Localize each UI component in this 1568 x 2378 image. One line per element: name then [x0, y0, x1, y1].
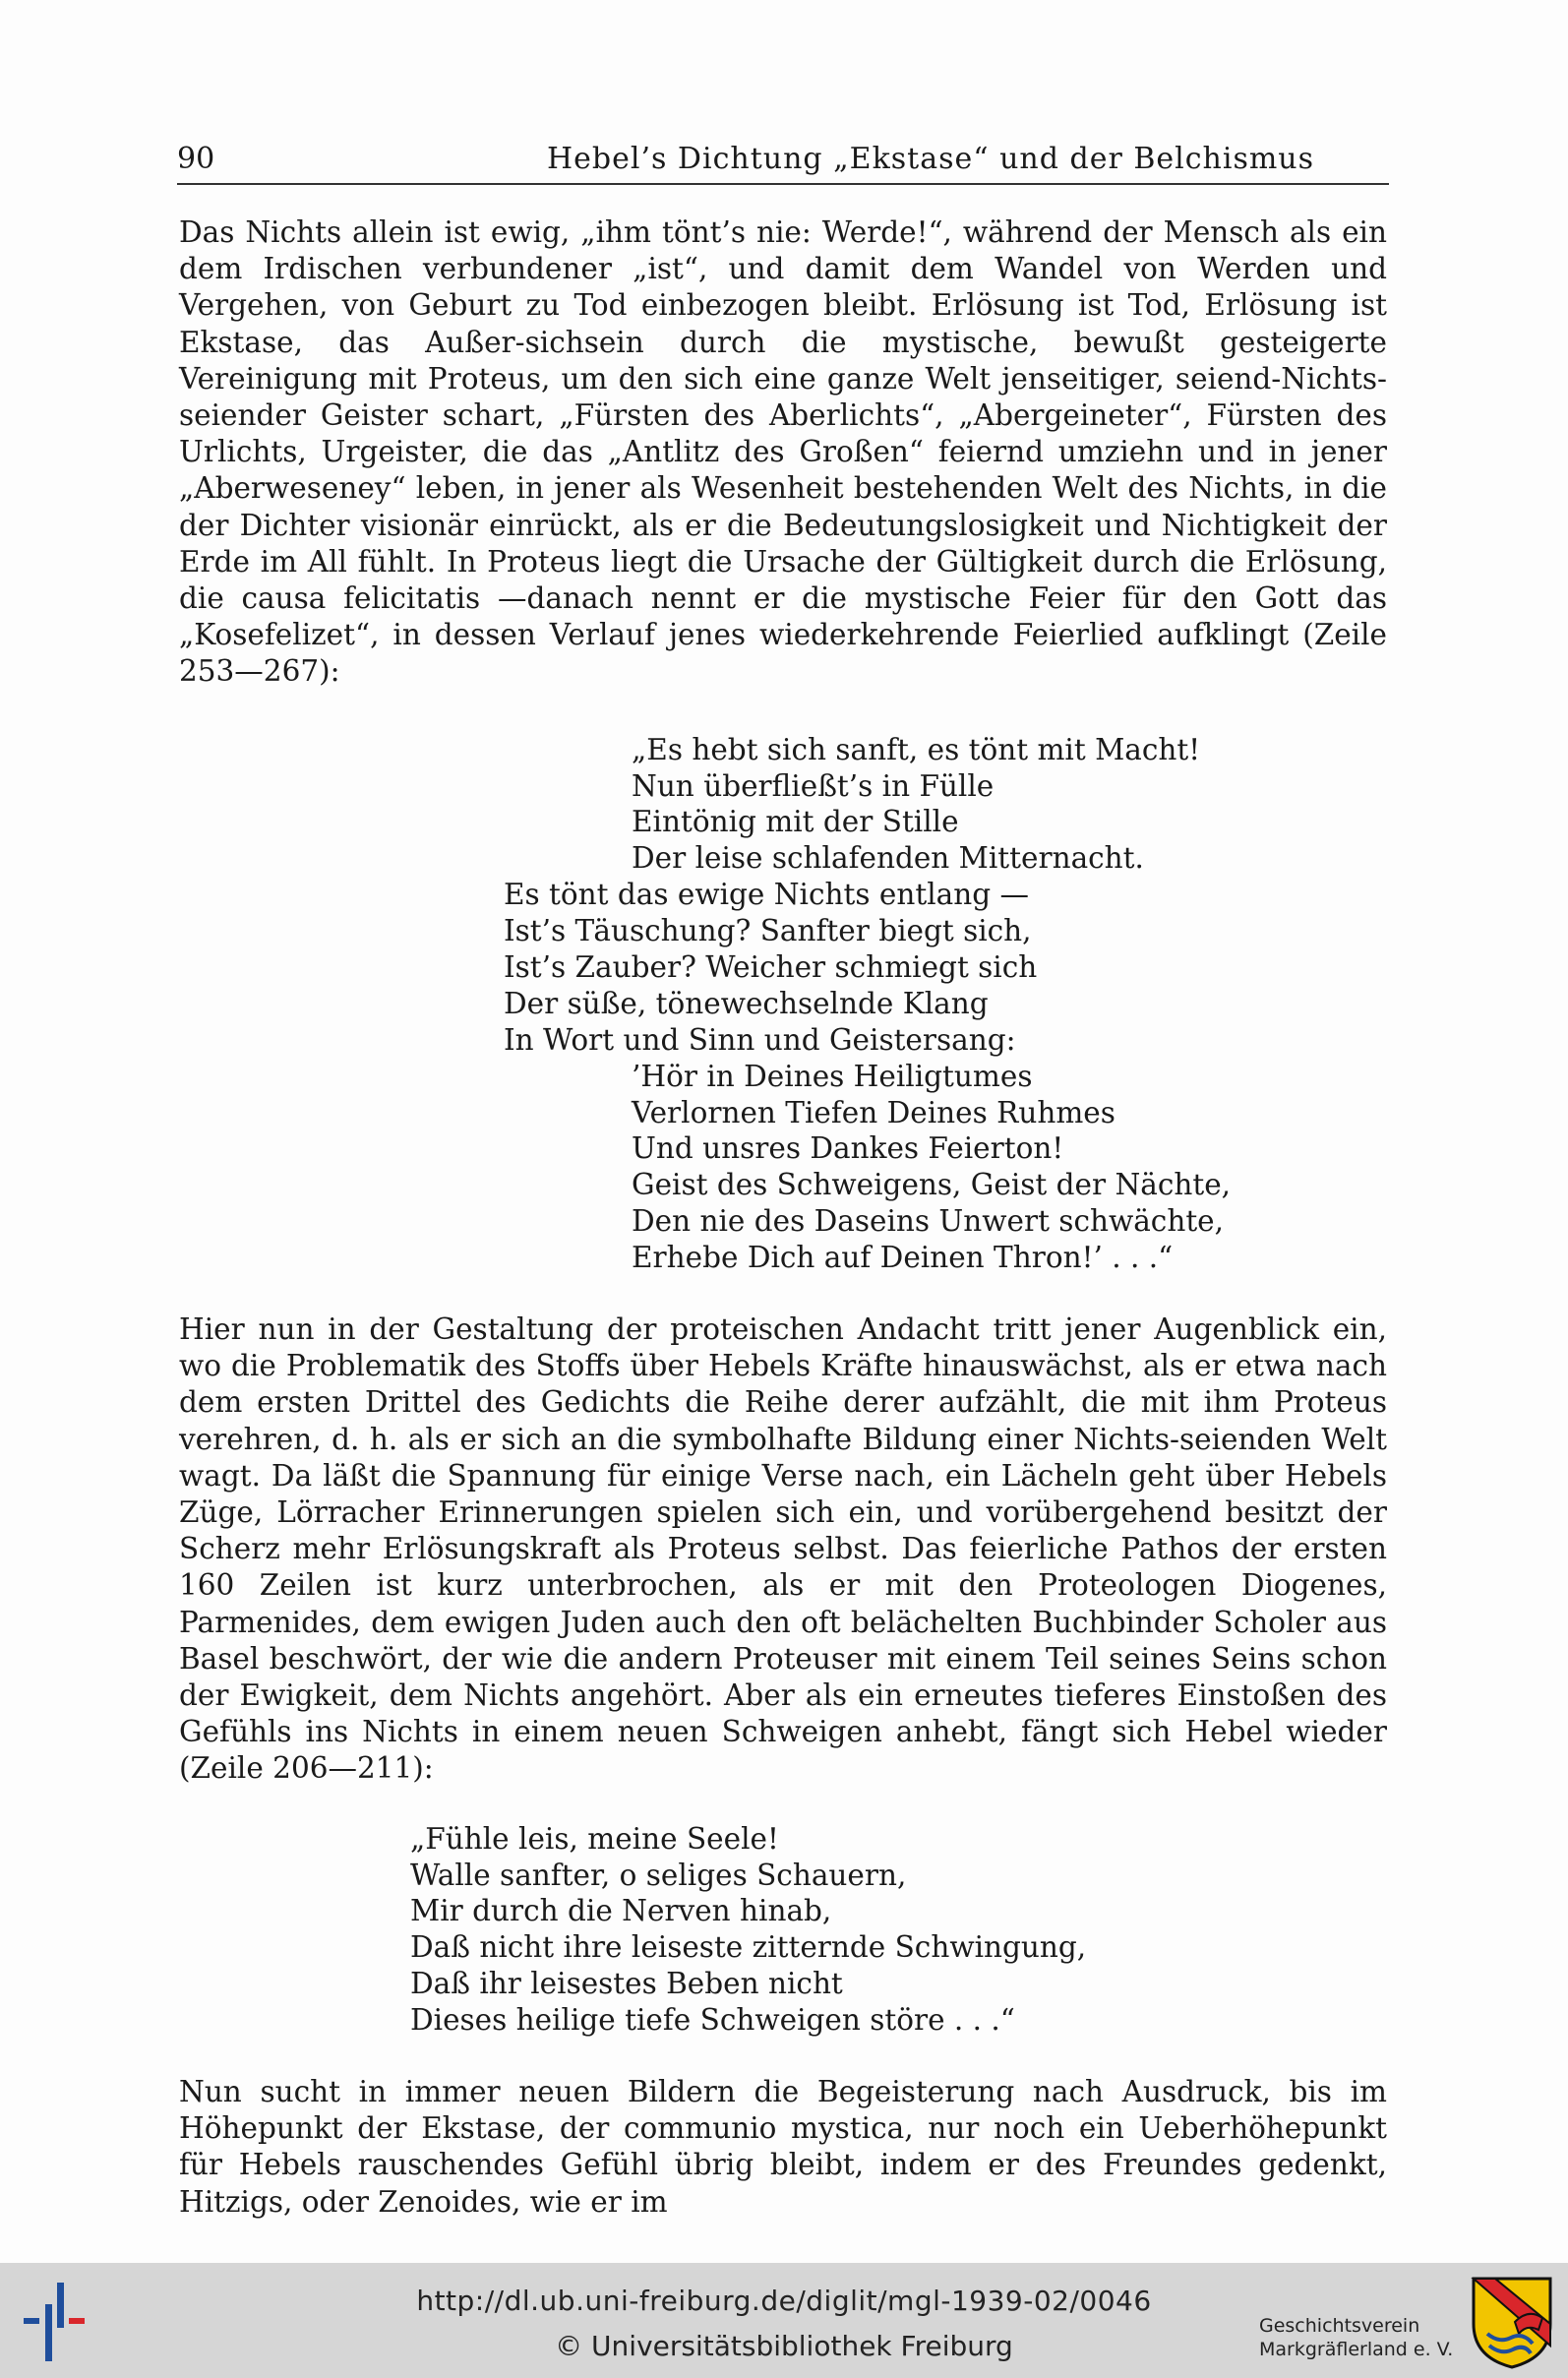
verse-line: Daß ihr leisestes Beben nicht [410, 1967, 843, 2001]
verse-block-1 [504, 732, 1387, 1276]
verse-line: Ist’s Zauber? Weicher schmiegt sich [504, 949, 1038, 984]
verse-line: Es tönt das ewige Nichts entlang — [504, 878, 1029, 912]
verse-line: Dieses heilige tiefe Schweigen störe . . .“ [410, 2003, 1015, 2038]
verse-line: Walle sanfter, o seliges Schauern, [410, 1858, 907, 1892]
paragraph-2: Hier nun in der Gestaltung der proteischen Andacht tritt jener Augenblick ein, wo die Problematik des Stoffs über Hebels Kräfte hinauswächst, als er etwa nach dem ersten Drittel des Gedichts die Reihe derer aufzählt, die mit ihm Proteus verehren, d. h. als er sich an die symbolhafte Bildung einer Nichts-seienden Welt wagt. Da läßt die Spannung für einige Verse nach, ein Lächeln geht über Hebels Züge, Lörracher Erinnerungen spielen sich ein, und vorübergehend besitzt der Scherz mehr Erlösungskraft als Proteus selbst. Das feierliche Pathos der ersten 160 Zeilen ist kurz unterbrochen, als er mit den Proteologen Diogenes, Parmenides, dem ewigen Juden auch den oft belächelten Buchbinder Scholer aus Basel beschwört, der wie die andern Proteuser mit einem Teil seines Seins schon der Ewigkeit, dem Nichts angehört. Aber als ein erneutes tieferes Einstoßen des Gefühls ins Nichts in einem neuen Schweigen anhebt, fängt sich Hebel wieder (Zeile 206—211): [179, 1312, 1387, 1786]
page-number: 90 [177, 142, 215, 176]
society-name-line: Geschichtsverein [1259, 2315, 1420, 2337]
document-url[interactable]: http://dl.ub.uni-freiburg.de/diglit/mgl-1939-02/0046 [416, 2285, 1152, 2317]
verse-line: Nun überfließt’s in Fülle [632, 768, 995, 803]
paragraph-1: Das Nichts allein ist ewig, „ihm tönt’s nie: Werde!“, während der Mensch als ein dem Irdischen verbundener „ist“, und damit dem Wandel von Werden und Vergehen, von Geburt zu Tod einbezogen bleibt. Erlösung ist Tod, Erlösung ist Ekstase, das Außer-sichsein durch die mystische, bewußt gesteigerte Vereinigung mit Proteus, um den sich eine ganze Welt jenseitiger, seiend-Nichts-seiender Geister schart, „Fürsten des Aberlichts“, „Abergeineter“, Fürsten des Urlichts, Urgeister, die das „Antlitz des Großen“ feiernd umziehn und in jener „Aberweseney“ leben, in jener als Wesenheit bestehenden Welt des Nichts, in die der Dichter visionär einrückt, als er die Bedeutungslosigkeit und Nichtigkeit der Erde im All fühlt. In Proteus liegt die Ursache der Gültigkeit durch die Erlösung, die causa felicitatis —danach nennt er die mystische Feier für den Gott das „Kosefelizet“, in dessen Verlauf jenes wiederkehrende Feierlied aufklingt (Zeile 253—267): [179, 215, 1387, 689]
verse-line: Und unsres Dankes Feierton! [632, 1131, 1064, 1166]
copyright-notice: © Universitätsbibliothek Freiburg [555, 2330, 1013, 2362]
verse-line: In Wort und Sinn und Geistersang: [504, 1022, 1016, 1057]
society-name [1259, 2314, 1471, 2361]
running-title: Hebel’s Dichtung „Ekstase“ und der Belchismus [546, 142, 1314, 176]
verse-line: Der süße, tönewechselnde Klang [504, 986, 989, 1020]
verse-line: Erhebe Dich auf Deinen Thron!’ . . .“ [632, 1241, 1174, 1275]
verse-block-2 [410, 1821, 1387, 2039]
verse-line: „Fühle leis, meine Seele! [410, 1821, 779, 1856]
verse-line: „Es hebt sich sanft, es tönt mit Macht! [632, 732, 1201, 766]
verse-line: Ist’s Täuschung? Sanfter biegt sich, [504, 914, 1032, 948]
verse-line: Den nie des Daseins Unwert schwächte, [632, 1204, 1225, 1239]
page-body [179, 214, 1387, 2221]
verse-line: Mir durch die Nerven hinab, [410, 1894, 832, 1928]
verse-line: Geist des Schweigens, Geist der Nächte, [632, 1168, 1232, 1202]
verse-line: Der leise schlafenden Mitternacht. [632, 841, 1144, 876]
coat-of-arms-icon [1470, 2275, 1554, 2369]
viewer-footer [0, 2263, 1568, 2378]
society-name-line: Markgräflerland e. V. [1259, 2339, 1454, 2360]
verse-line: Verlornen Tiefen Deines Ruhmes [632, 1095, 1116, 1129]
page-header [177, 140, 1389, 185]
verse-line: Daß nicht ihre leiseste zitternde Schwingung, [410, 1930, 1087, 1965]
verse-line: Eintönig mit der Stille [632, 805, 959, 839]
verse-line: ’Hör in Deines Heiligtumes [632, 1059, 1033, 1093]
paragraph-3: Nun sucht in immer neuen Bildern die Begeisterung nach Ausdruck, bis im Höhepunkt der Ekstase, der communio mystica, nur noch ein Ueberhöhepunkt für Hebels rauschendes Gefühl übrig bleibt, indem er des Freundes gedenkt, Hitzigs, oder Zenoides, wie er im [179, 2074, 1387, 2219]
